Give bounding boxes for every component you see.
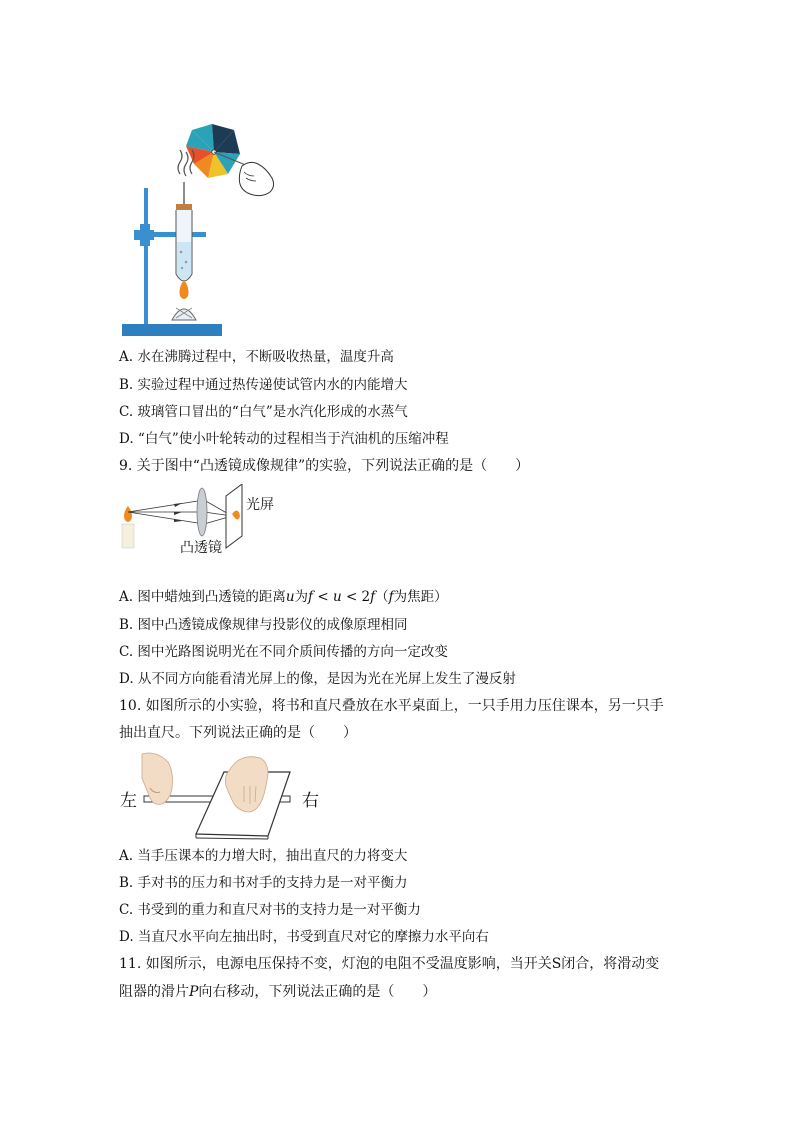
q10-option-c: C. 书受到的重力和直尺对书的支持力是一对平衡力 — [119, 902, 421, 918]
hand-icon — [239, 162, 273, 195]
left-label: 左 — [120, 791, 137, 811]
stand-base — [122, 324, 222, 336]
q10-option-a: A. 当手压课本的力增大时，抽出直尺的力将变大 — [119, 848, 408, 864]
candle-icon — [122, 524, 134, 548]
q10-stem-line2: 抽出直尺。下列说法正确的是（ ） — [119, 725, 357, 741]
q8-option-d: D. “白气”使小叶轮转动的过程相当于汽油机的压缩冲程 — [119, 431, 449, 447]
q9-option-b: B. 图中凸透镜成像规律与投影仪的成像原理相同 — [119, 617, 408, 633]
q9-option-c: C. 图中光路图说明光在不同介质间传播的方向一定改变 — [119, 644, 448, 660]
q8-option-a: A. 水在沸腾过程中，不断吸收热量，温度升高 — [119, 349, 394, 365]
flame-icon — [180, 280, 189, 299]
pinwheel-icon — [186, 124, 248, 178]
right-label: 右 — [302, 791, 319, 811]
boiling-pinwheel-figure — [118, 112, 280, 340]
lens-icon — [197, 488, 207, 536]
q11-stem-line2: 阻器的滑片P向右移动，下列说法正确的是（ ） — [119, 984, 437, 1000]
q9-stem: 9. 关于图中“凸透镜成像规律”的实验，下列说法正确的是（ ） — [119, 458, 530, 474]
q11-stem-line1: 11. 如图所示，电源电压保持不变，灯泡的电阻不受温度影响，当开关S闭合，将滑动变 — [119, 956, 660, 972]
book-ruler-figure — [140, 752, 300, 840]
q9-option-a: A. 图中蜡烛到凸透镜的距离u为f < u < 2f（f为焦距） — [119, 589, 448, 605]
q9-option-d: D. 从不同方向能看清光屏上的像，是因为光在光屏上发生了漫反射 — [119, 671, 516, 687]
q10-option-b: B. 手对书的压力和书对手的支持力是一对平衡力 — [119, 875, 408, 891]
q8-option-b: B. 实验过程中通过热传递使试管内水的内能增大 — [119, 377, 408, 393]
q8-option-c: C. 玻璃管口冒出的“白气”是水汽化形成的水蒸气 — [119, 404, 408, 420]
screen-label: 光屏 — [246, 497, 274, 513]
test-tube — [176, 182, 192, 281]
lens-label: 凸透镜 — [180, 540, 222, 556]
candle-flame-icon — [124, 506, 132, 522]
q10-option-d: D. 当直尺水平向左抽出时，书受到直尺对它的摩擦力水平向右 — [119, 929, 489, 945]
stand-rod — [144, 188, 148, 328]
q10-stem-line1: 10. 如图所示的小实验，将书和直尺叠放在水平桌面上，一只手用力压住课本，另一只手 — [119, 698, 664, 714]
